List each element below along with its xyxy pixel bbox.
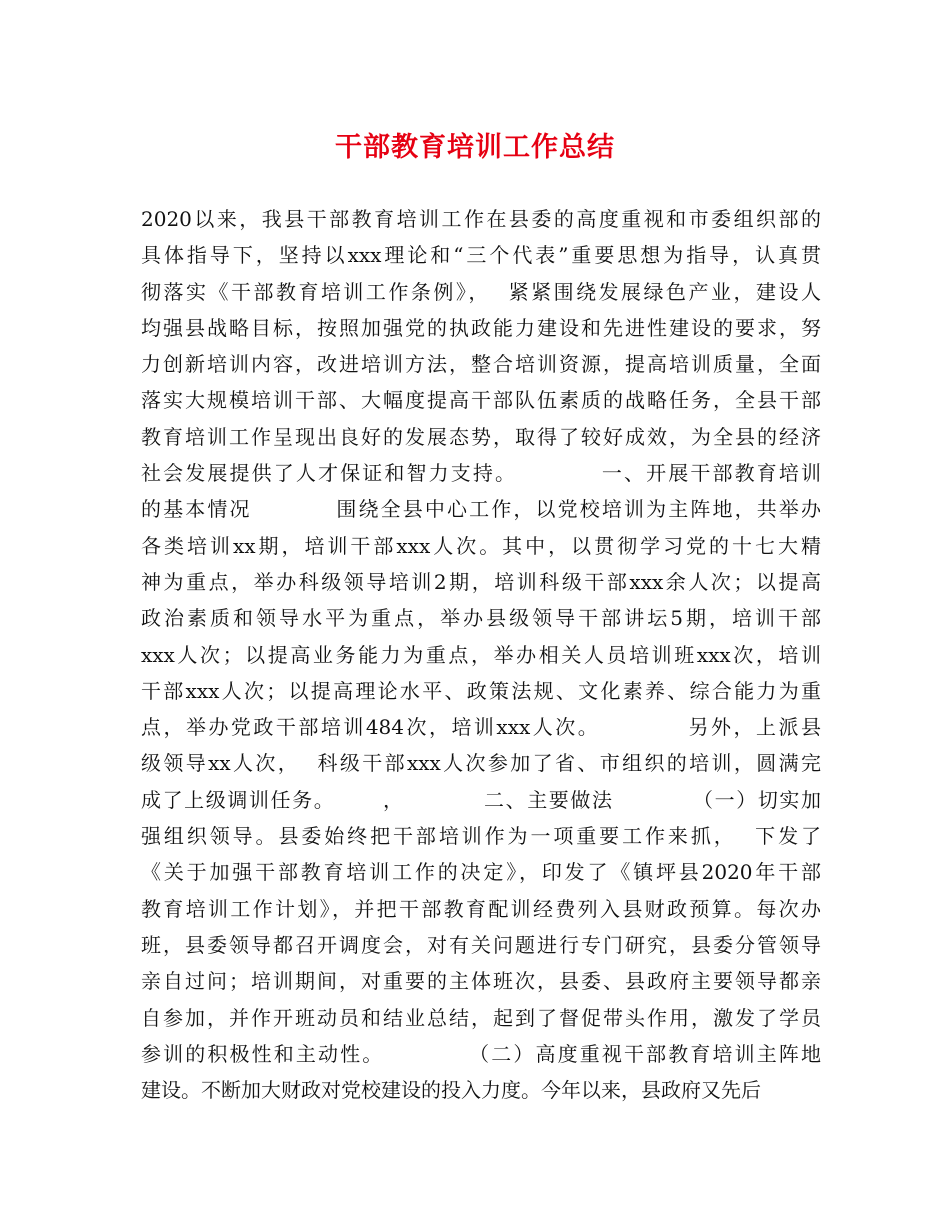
body-line: 《关于加强干部教育培训工作的决定》，印发了《镇坪县2020年干部 [141,860,821,885]
body-line: 各类培训xx期，培训干部xxx人次。其中，以贯彻学习党的十七大精 [141,533,821,558]
body-line: 的基本情况 围绕全县中心工作，以党校培训为主阵地，共举办 [141,497,821,522]
body-line: 级领导xx人次， 科级干部xxx人次参加了省、市组织的培训，圆满完 [141,751,821,776]
body-line: 政治素质和领导水平为重点，举办县级领导干部讲坛5期，培训干部 [141,606,821,631]
body-line: 神为重点，举办科级领导培训2期，培训科级干部xxx余人次；以提高 [141,569,821,594]
body-line: 亲自过问；培训期间，对重要的主体班次，县委、县政府主要领导都亲 [141,969,821,994]
body-line: 社会发展提供了人才保证和智力支持。 一、开展干部教育培训 [141,461,821,486]
document-title: 干部教育培训工作总结 [335,132,615,163]
body-line: 均强县战略目标，按照加强党的执政能力建设和先进性建设的要求，努 [141,315,821,340]
body-line: 落实大规模培训干部、大幅度提高干部队伍素质的战略任务，全县干部 [141,388,821,413]
body-line: 班，县委领导都召开调度会，对有关问题进行专门研究，县委分管领导 [141,932,821,957]
body-line: 力创新培训内容，改进培训方法，整合培训资源，提高培训质量，全面 [141,352,821,377]
body-line: 自参加，并作开班动员和结业总结，起到了督促带头作用，激发了学员 [141,1005,821,1030]
body-line: 彻落实《干部教育培训工作条例》， 紧紧围绕发展绿色产业，建设人 [141,279,821,304]
body-line: 成了上级调训任务。 ， 二、主要做法 （一）切实加 [141,787,821,812]
body-line: 参训的积极性和主动性。 （二）高度重视干部教育培训主阵地 [141,1041,821,1066]
body-line: 点，举办党政干部培训484次，培训xxx人次。 另外，上派县 [141,715,821,740]
document-body [141,201,821,1108]
body-line: xxx人次；以提高业务能力为重点，举办相关人员培训班xxx次，培训 [141,642,821,667]
body-line: 强组织领导。县委始终把干部培训作为一项重要工作来抓， 下发了 [141,824,821,849]
body-line: 建设。不断加大财政对党校建设的投入力度。今年以来，县政府又先后 [141,1078,761,1103]
body-line: 教育培训工作计划》，并把干部教育配训经费列入县财政预算。每次办 [141,896,821,921]
body-line: 干部xxx人次；以提高理论水平、政策法规、文化素养、综合能力为重 [141,678,821,703]
body-line: 具体指导下，坚持以xxx理论和“三个代表”重要思想为指导，认真贯 [141,243,821,268]
body-line: 教育培训工作呈现出良好的发展态势，取得了较好成效，为全县的经济 [141,424,821,449]
body-line: 2020以来，我县干部教育培训工作在县委的高度重视和市委组织部的 [141,207,821,231]
